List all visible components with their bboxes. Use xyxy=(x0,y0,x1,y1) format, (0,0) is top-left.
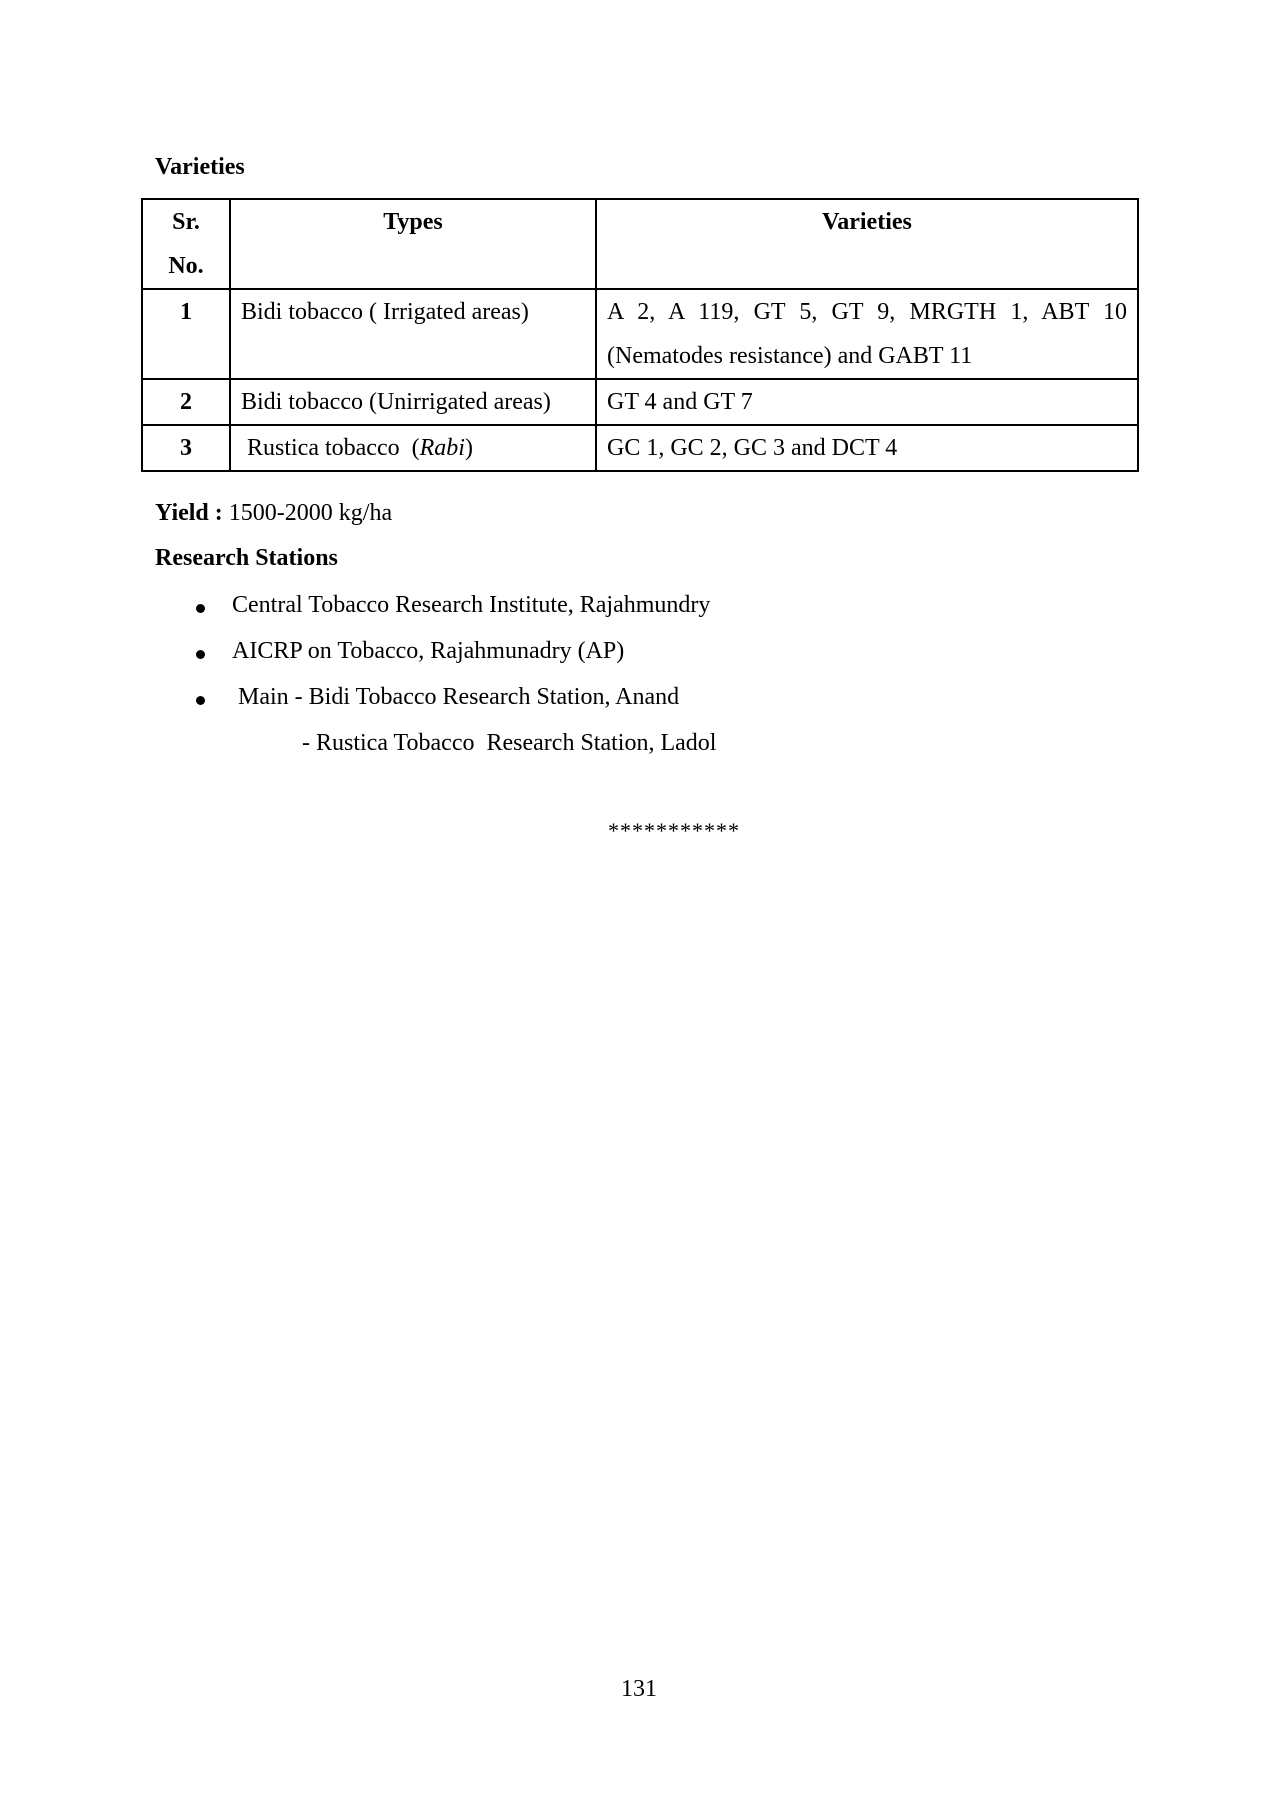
table-row xyxy=(142,425,1138,471)
bullet-icon xyxy=(196,696,205,705)
header-varieties: Varieties xyxy=(596,199,1138,289)
row-sr-no: 1 xyxy=(142,289,230,379)
list-item-text: Central Tobacco Research Institute, Rajahmundry xyxy=(232,592,711,618)
bullet-icon xyxy=(196,604,205,613)
row-type xyxy=(230,425,596,471)
table-header-row xyxy=(142,199,1138,289)
yield-value: 1500-2000 kg/ha xyxy=(222,500,393,526)
section-title: Varieties xyxy=(155,154,245,180)
yield-line xyxy=(155,500,392,527)
row-varieties: GT 4 and GT 7 xyxy=(596,379,1138,425)
page-number: 131 xyxy=(621,1676,657,1702)
yield-label: Yield : xyxy=(155,500,223,526)
header-types: Types xyxy=(230,199,596,289)
row-type: Bidi tobacco (Unirrigated areas) xyxy=(230,379,596,425)
list-item-text: Main - Bidi Tobacco Research Station, Anand xyxy=(232,684,680,710)
row-varieties: A 2, A 119, GT 5, GT 9, MRGTH 1, ABT 10 (Nematodes resistance) and GABT 11 xyxy=(596,289,1138,379)
row-type-prefix: Rustica tobacco ( xyxy=(241,435,420,461)
row-type: Bidi tobacco ( Irrigated areas) xyxy=(230,289,596,379)
table-row xyxy=(142,379,1138,425)
row-varieties: GC 1, GC 2, GC 3 and DCT 4 xyxy=(596,425,1138,471)
row-type-season: Rabi xyxy=(419,435,465,461)
bullet-icon xyxy=(196,650,205,659)
row-sr-no: 2 xyxy=(142,379,230,425)
row-sr-no: 3 xyxy=(142,425,230,471)
separator: *********** xyxy=(608,818,740,843)
table-row xyxy=(142,289,1138,379)
research-stations-title: Research Stations xyxy=(155,545,338,571)
list-item-text: AICRP on Tobacco, Rajahmunadry (AP) xyxy=(232,638,625,664)
header-sr-no: Sr. No. xyxy=(142,199,230,289)
row-type-suffix: ) xyxy=(464,435,473,461)
varieties-table xyxy=(141,198,1139,472)
sub-station-item: - Rustica Tobacco Research Station, Ladol xyxy=(302,730,717,756)
